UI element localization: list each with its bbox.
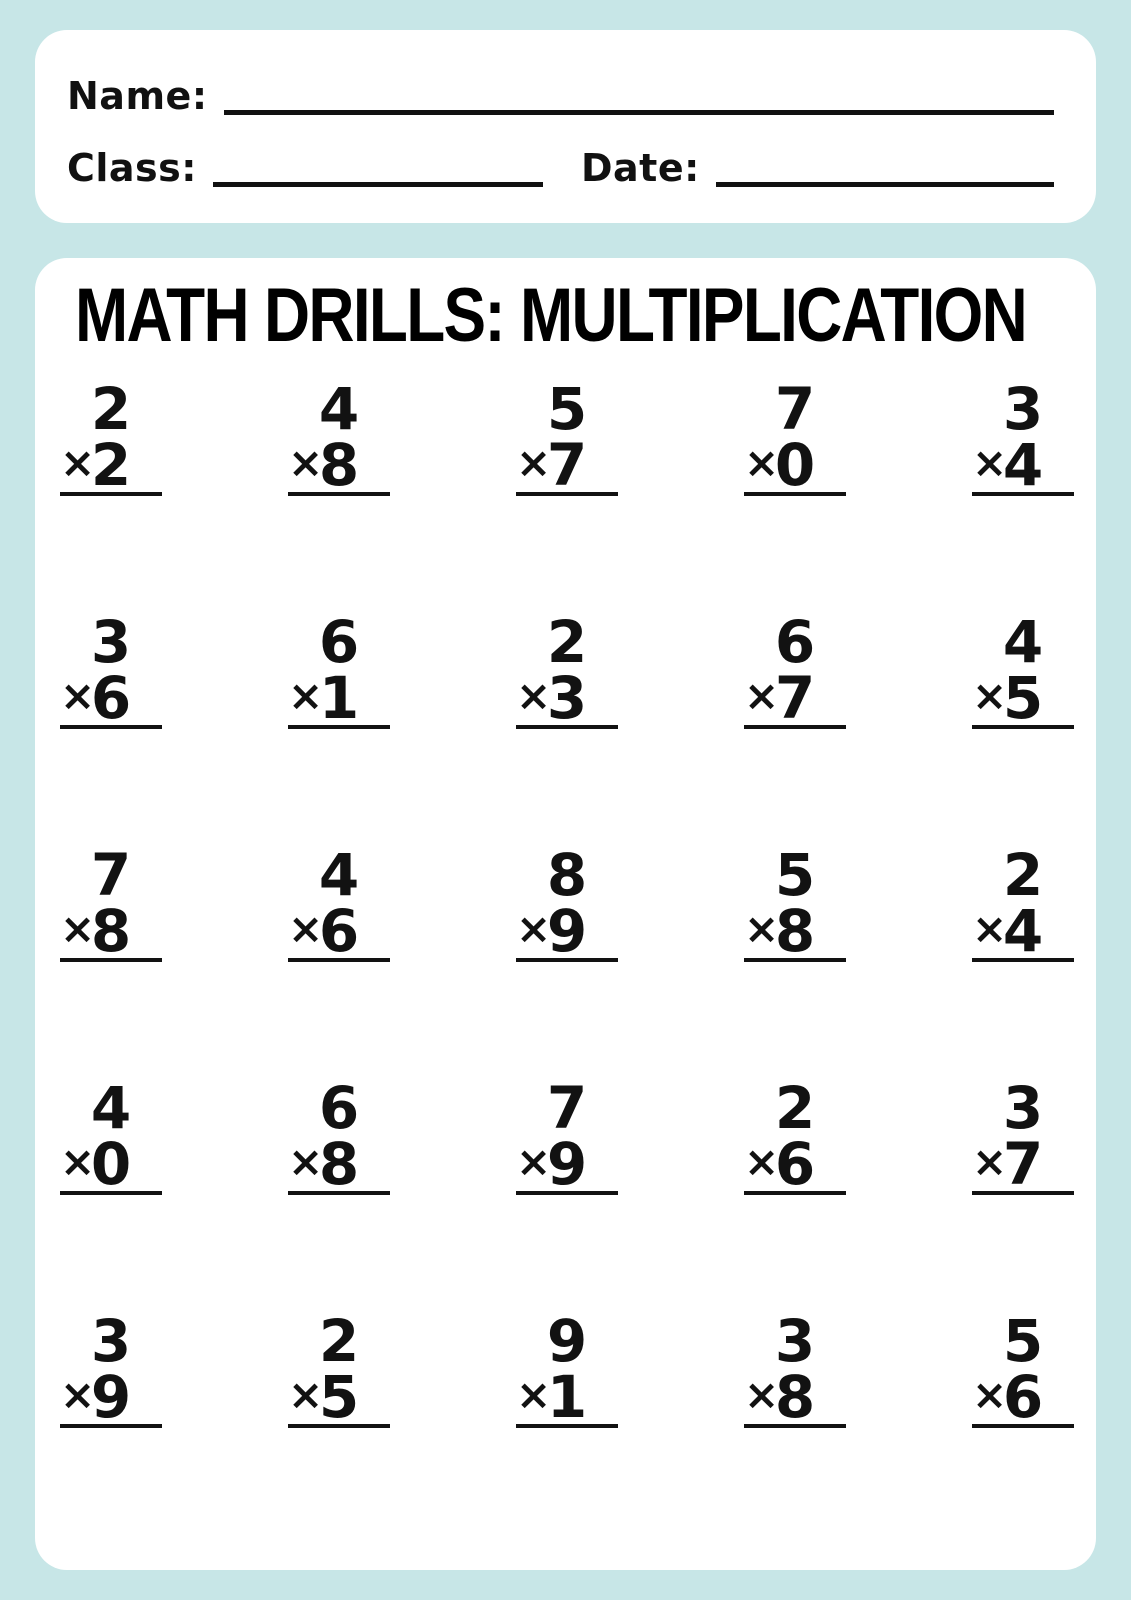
multiplicand: 7 <box>90 841 132 909</box>
multiply-operator: × <box>972 438 1008 487</box>
multiplication-problem <box>516 608 618 732</box>
multiplier-row <box>972 664 1074 732</box>
multiplicand: 5 <box>774 841 816 909</box>
worksheet-title: MATH DRILLS: MULTIPLICATION <box>75 273 1027 358</box>
multiplicand: 3 <box>774 1307 816 1375</box>
name-input-line[interactable] <box>224 105 1054 115</box>
answer-line[interactable] <box>516 725 618 729</box>
worksheet-panel <box>35 258 1096 1570</box>
multiplier-row <box>60 1130 162 1198</box>
answer-line[interactable] <box>288 492 390 496</box>
answer-line[interactable] <box>288 725 390 729</box>
answer-line[interactable] <box>288 1424 390 1428</box>
multiply-operator: × <box>288 1137 324 1186</box>
multiplier: 6 <box>1002 1363 1044 1431</box>
multiplier-row <box>972 431 1074 499</box>
multiplicand: 2 <box>318 1307 360 1375</box>
multiplicand: 4 <box>1002 608 1044 676</box>
multiply-operator: × <box>288 1370 324 1419</box>
multiplier: 8 <box>318 431 360 499</box>
multiplier-row <box>288 664 390 732</box>
multiplier: 8 <box>774 1363 816 1431</box>
multiplier: 4 <box>1002 431 1044 499</box>
multiplicand: 3 <box>90 1307 132 1375</box>
answer-line[interactable] <box>972 725 1074 729</box>
date-input-line[interactable] <box>716 177 1054 187</box>
multiplication-problem <box>516 375 618 499</box>
multiply-operator: × <box>516 438 552 487</box>
multiply-operator: × <box>288 671 324 720</box>
multiplier-row <box>516 1130 618 1198</box>
multiplicand: 4 <box>318 841 360 909</box>
multiplier: 4 <box>1002 897 1044 965</box>
multiplication-problem <box>744 1307 846 1431</box>
multiply-operator: × <box>516 1370 552 1419</box>
multiplier-row <box>972 897 1074 965</box>
answer-line[interactable] <box>744 1424 846 1428</box>
multiplier-row <box>288 431 390 499</box>
multiplier: 3 <box>546 664 588 732</box>
multiplicand: 7 <box>546 1074 588 1142</box>
answer-line[interactable] <box>744 958 846 962</box>
multiplication-problem <box>744 841 846 965</box>
multiplication-problem <box>288 1307 390 1431</box>
multiplication-problem <box>744 608 846 732</box>
date-label: Date: <box>581 145 700 190</box>
multiplier: 7 <box>546 431 588 499</box>
multiply-operator: × <box>60 438 96 487</box>
problems-grid <box>60 375 1074 1431</box>
multiplication-problem <box>60 841 162 965</box>
multiplicand: 3 <box>90 608 132 676</box>
multiplier: 8 <box>318 1130 360 1198</box>
multiply-operator: × <box>60 1370 96 1419</box>
multiplier-row <box>516 897 618 965</box>
multiplicand: 6 <box>774 608 816 676</box>
multiplicand: 9 <box>546 1307 588 1375</box>
multiplicand: 2 <box>774 1074 816 1142</box>
multiplicand: 2 <box>1002 841 1044 909</box>
multiplier: 5 <box>318 1363 360 1431</box>
multiplication-problem <box>288 1074 390 1198</box>
multiplier: 0 <box>774 431 816 499</box>
multiplicand: 5 <box>1002 1307 1044 1375</box>
answer-line[interactable] <box>516 492 618 496</box>
multiplication-problem <box>516 1307 618 1431</box>
multiplier: 6 <box>318 897 360 965</box>
multiplicand: 7 <box>774 375 816 443</box>
multiply-operator: × <box>288 438 324 487</box>
multiplier-row <box>288 897 390 965</box>
answer-line[interactable] <box>744 725 846 729</box>
multiplicand: 2 <box>546 608 588 676</box>
multiplication-problem <box>744 1074 846 1198</box>
answer-line[interactable] <box>972 958 1074 962</box>
name-label: Name: <box>67 74 208 118</box>
multiplicand: 4 <box>90 1074 132 1142</box>
answer-line[interactable] <box>60 1191 162 1195</box>
name-field-row <box>67 76 1054 118</box>
multiplication-problem <box>972 1074 1074 1198</box>
multiply-operator: × <box>972 671 1008 720</box>
multiplier: 0 <box>90 1130 132 1198</box>
multiplier-row <box>744 431 846 499</box>
multiplier-row <box>516 664 618 732</box>
multiply-operator: × <box>744 1137 780 1186</box>
multiply-operator: × <box>744 671 780 720</box>
answer-line[interactable] <box>288 1191 390 1195</box>
multiplication-problem <box>516 1074 618 1198</box>
multiply-operator: × <box>516 671 552 720</box>
multiply-operator: × <box>516 904 552 953</box>
answer-line[interactable] <box>516 958 618 962</box>
multiplier-row <box>972 1363 1074 1431</box>
multiplication-problem <box>60 1307 162 1431</box>
multiplier: 7 <box>774 664 816 732</box>
multiplication-problem <box>288 375 390 499</box>
multiplication-problem <box>60 375 162 499</box>
multiplier-row <box>60 431 162 499</box>
answer-line[interactable] <box>288 958 390 962</box>
multiplier: 1 <box>318 664 360 732</box>
multiplication-problem <box>744 375 846 499</box>
multiplier-row <box>744 897 846 965</box>
answer-line[interactable] <box>60 1424 162 1428</box>
multiply-operator: × <box>744 904 780 953</box>
multiplication-problem <box>60 608 162 732</box>
multiplier-row <box>60 897 162 965</box>
multiplier: 9 <box>90 1363 132 1431</box>
class-label: Class: <box>67 145 197 190</box>
multiplicand: 6 <box>318 608 360 676</box>
multiplier: 8 <box>774 897 816 965</box>
multiplier: 2 <box>90 431 132 499</box>
multiply-operator: × <box>972 1137 1008 1186</box>
multiply-operator: × <box>972 1370 1008 1419</box>
multiplication-problem <box>60 1074 162 1198</box>
multiply-operator: × <box>60 671 96 720</box>
multiplication-problem <box>972 841 1074 965</box>
multiplier-row <box>972 1130 1074 1198</box>
multiplicand: 3 <box>1002 375 1044 443</box>
answer-line[interactable] <box>972 1424 1074 1428</box>
multiplier-row <box>288 1130 390 1198</box>
answer-line[interactable] <box>516 1424 618 1428</box>
header-panel <box>35 30 1096 223</box>
multiplier-row <box>288 1363 390 1431</box>
multiplicand: 5 <box>546 375 588 443</box>
multiply-operator: × <box>516 1137 552 1186</box>
class-date-field-row <box>67 145 1054 190</box>
multiplier: 1 <box>546 1363 588 1431</box>
multiplicand: 3 <box>1002 1074 1044 1142</box>
class-input-line[interactable] <box>213 177 543 187</box>
multiplier: 9 <box>546 897 588 965</box>
multiplication-problem <box>288 608 390 732</box>
multiplication-problem <box>972 608 1074 732</box>
multiplication-problem <box>288 841 390 965</box>
multiplier: 9 <box>546 1130 588 1198</box>
multiplier-row <box>744 1363 846 1431</box>
multiplier-row <box>516 1363 618 1431</box>
multiply-operator: × <box>744 1370 780 1419</box>
answer-line[interactable] <box>744 492 846 496</box>
multiplier-row <box>516 431 618 499</box>
multiplier-row <box>744 1130 846 1198</box>
answer-line[interactable] <box>60 492 162 496</box>
multiplier-row <box>744 664 846 732</box>
multiplicand: 2 <box>90 375 132 443</box>
multiplication-problem <box>972 1307 1074 1431</box>
multiplier: 6 <box>774 1130 816 1198</box>
answer-line[interactable] <box>972 492 1074 496</box>
answer-line[interactable] <box>972 1191 1074 1195</box>
answer-line[interactable] <box>744 1191 846 1195</box>
multiplication-problem <box>972 375 1074 499</box>
answer-line[interactable] <box>60 958 162 962</box>
multiply-operator: × <box>744 438 780 487</box>
multiplier: 7 <box>1002 1130 1044 1198</box>
multiplicand: 8 <box>546 841 588 909</box>
multiplier: 5 <box>1002 664 1044 732</box>
multiplier: 8 <box>90 897 132 965</box>
multiplier-row <box>60 664 162 732</box>
multiplier-row <box>60 1363 162 1431</box>
multiplicand: 6 <box>318 1074 360 1142</box>
multiply-operator: × <box>60 1137 96 1186</box>
multiply-operator: × <box>60 904 96 953</box>
multiplication-problem <box>516 841 618 965</box>
multiplier: 6 <box>90 664 132 732</box>
answer-line[interactable] <box>516 1191 618 1195</box>
multiply-operator: × <box>288 904 324 953</box>
multiplicand: 4 <box>318 375 360 443</box>
answer-line[interactable] <box>60 725 162 729</box>
multiply-operator: × <box>972 904 1008 953</box>
